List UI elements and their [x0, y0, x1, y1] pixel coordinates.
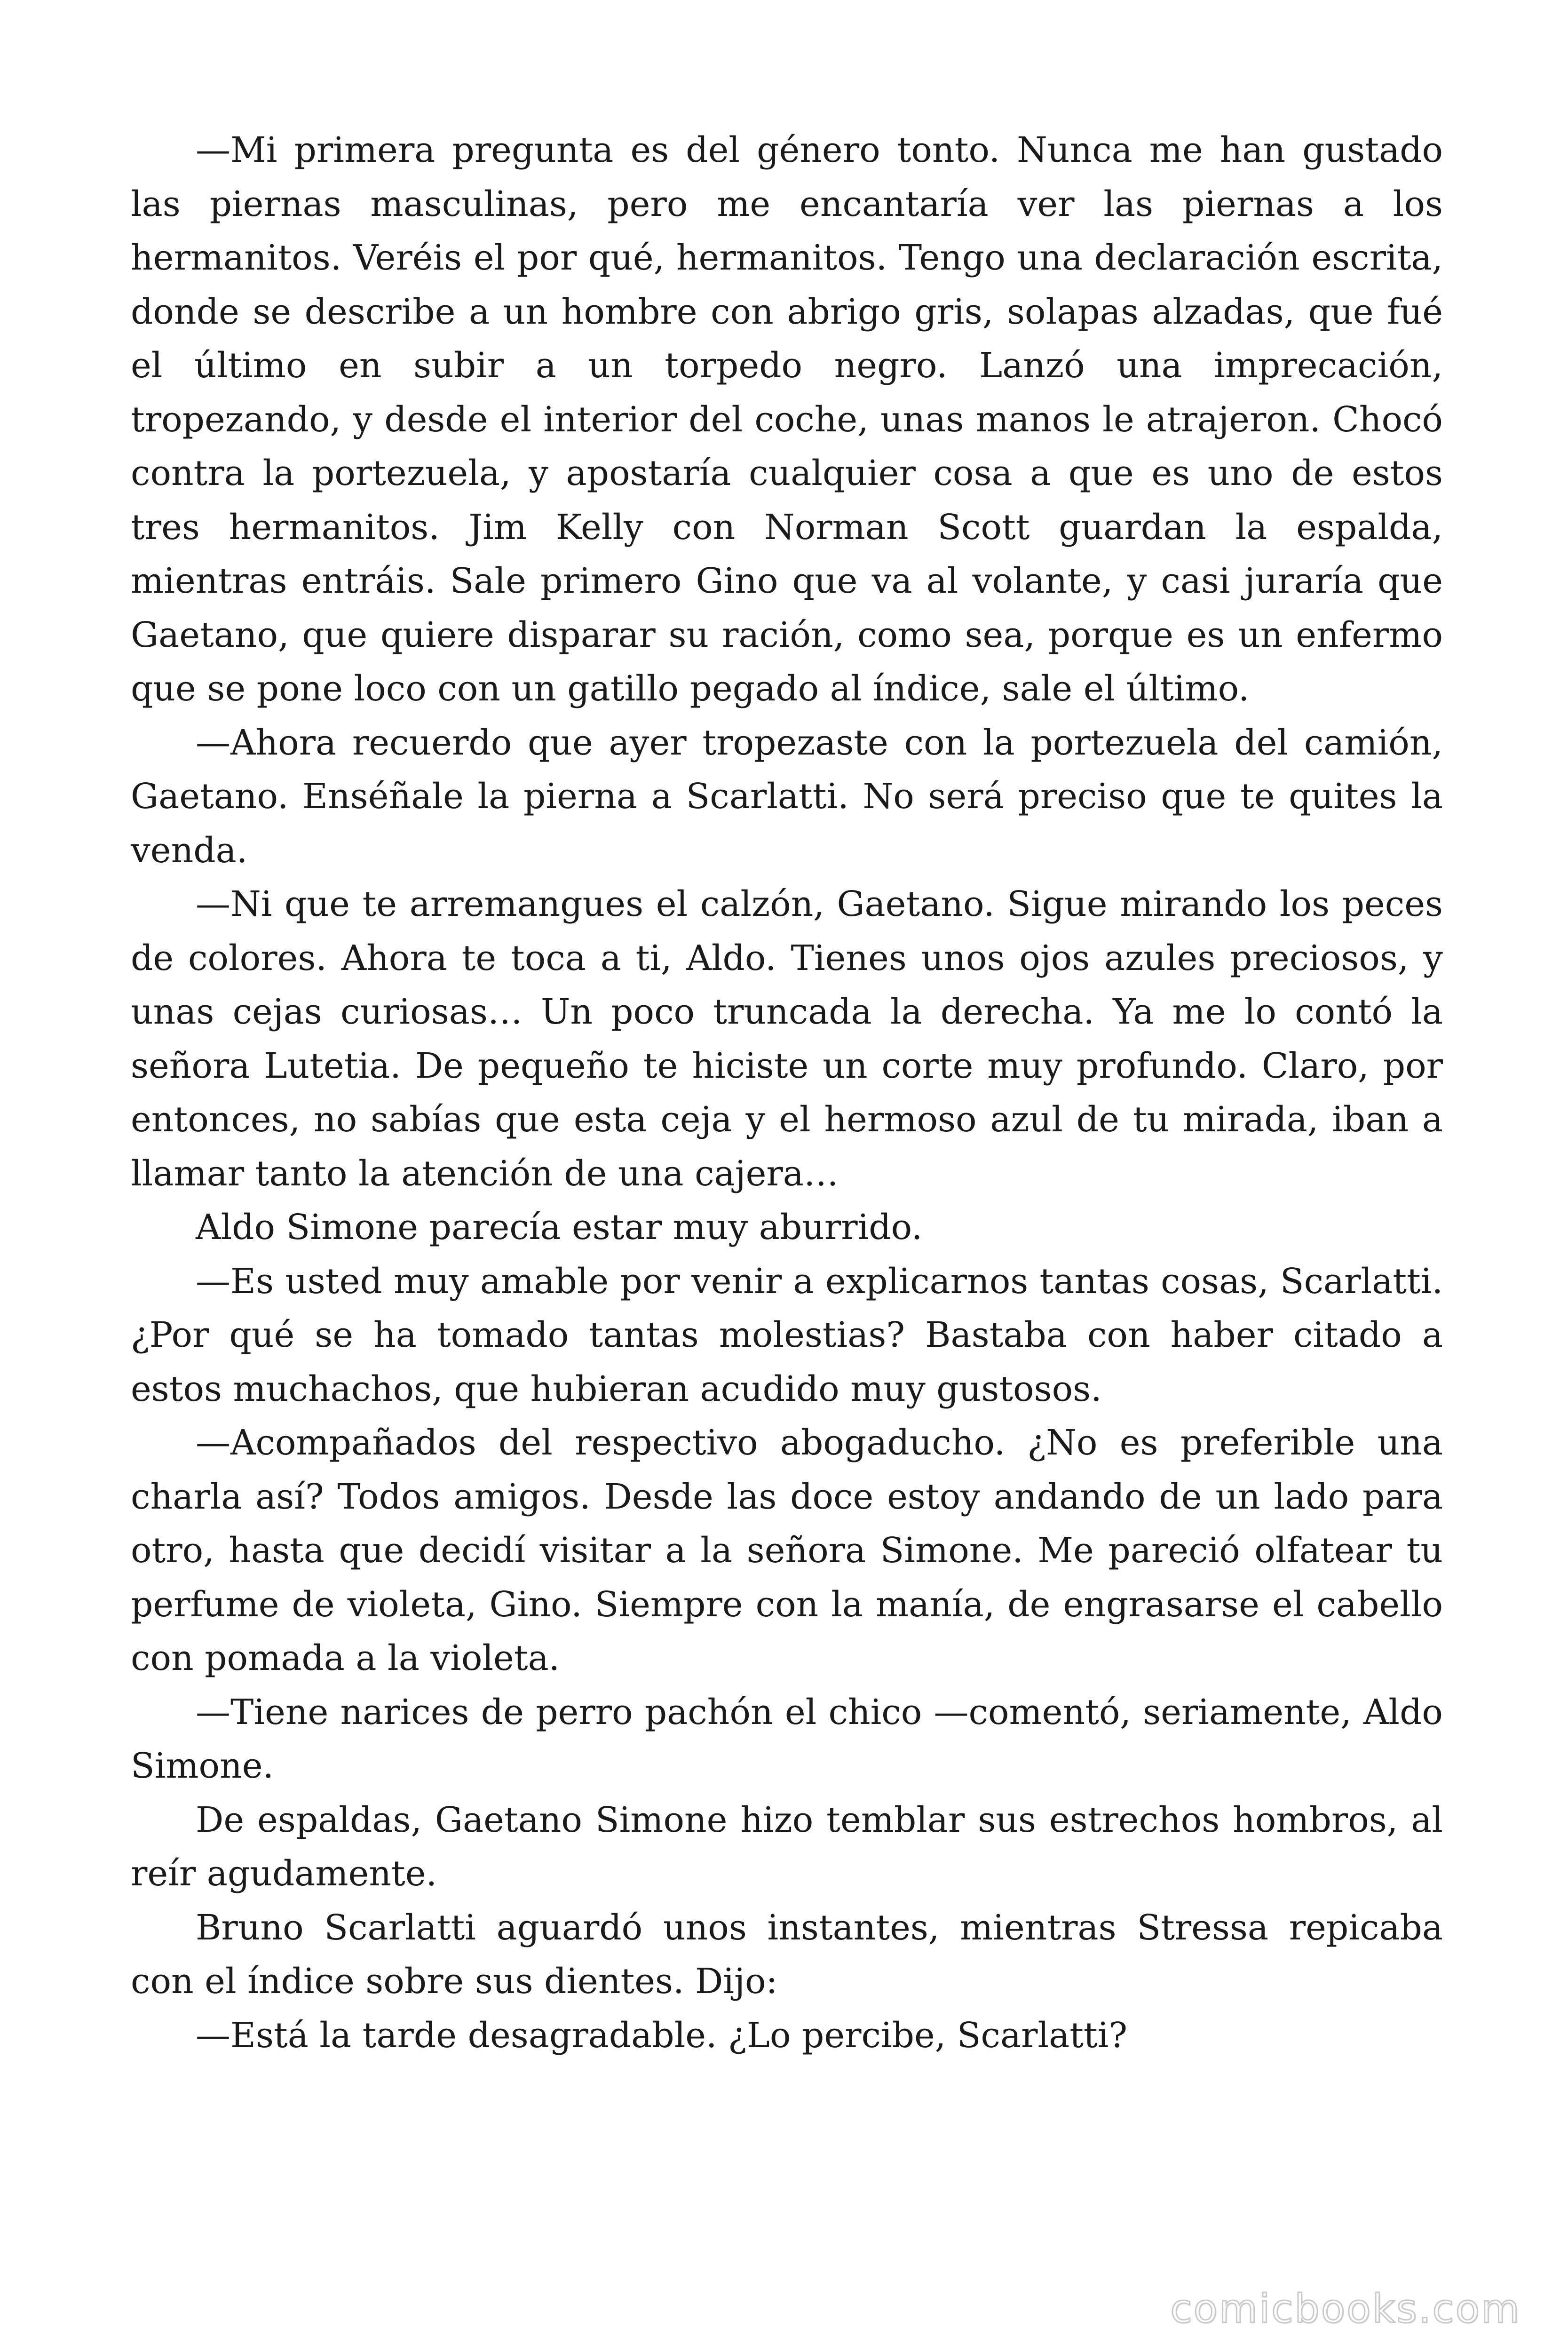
paragraph: —Mi primera pregunta es del género tonto. Nunca me han gustado las piernas masculinas, pero me encantaría ver las piernas a los hermanitos. Veréis el por qué, hermanitos. Tengo una declaración escrita, donde se describe a un hombre con abrigo gris, solapas alzadas, que fué el último en subir a un torpedo negro. Lanzó una imprecación, tropezando, y desde el interior del coche, unas manos le atrajeron. Chocó contra la portezuela, y apostaría cualquier cosa a que es uno de estos tres hermanitos. Jim Kelly con Norman Scott guardan la espalda, mientras entráis. Sale primero Gino que va al volante, y casi juraría que Gaetano, que quiere disparar su ración, como sea, porque es un enfermo que se pone loco con un gatillo pegado al índice, sale el último.: [131, 130, 1443, 709]
paragraph: Bruno Scarlatti aguardó unos instantes, mientras Stressa repicaba con el índice sobre sus dientes. Dijo:: [131, 1907, 1443, 2002]
paragraph: —Está la tarde desagradable. ¿Lo percibe, Scarlatti?: [196, 2015, 1128, 2056]
paragraph: —Ni que te arremangues el calzón, Gaetano. Sigue mirando los peces de colores. Ahora te toca a ti, Aldo. Tienes unos ojos azules preciosos, y unas cejas curiosas… Un poco truncada la derecha. Ya me lo contó la señora Lutetia. De pequeño te hiciste un corte muy profundo. Claro, por entonces, no sabías que esta ceja y el hermoso azul de tu mirada, iban a llamar tanto la atención de una cajera…: [131, 884, 1443, 1194]
paragraph: —Acompañados del respectivo abogaducho. ¿No es preferible una charla así? Todos amigos. Desde las doce estoy andando de un lado para otro, hasta que decidí visitar a la señora Simone. Me pareció olfatear tu perfume de violeta, Gino. Siempre con la manía, de engrasarse el cabello con pomada a la violeta.: [131, 1422, 1443, 1678]
paragraph: —Tiene narices de perro pachón el chico —comentó, seriamente, Aldo Simone.: [131, 1692, 1443, 1786]
site-watermark: comicbooks.com: [1170, 2286, 1521, 2332]
paragraph: —Ahora recuerdo que ayer tropezaste con la portezuela del camión, Gaetano. Enséñale la pierna a Scarlatti. No será preciso que te quites la venda.: [131, 722, 1443, 871]
paragraph: Aldo Simone parecía estar muy aburrido.: [196, 1207, 923, 1248]
paragraph: —Es usted muy amable por venir a explicarnos tantas cosas, Scarlatti. ¿Por qué se ha tomado tantas molestias? Bastaba con haber citado a estos muchachos, que hubieran acudido muy gustosos.: [131, 1261, 1443, 1409]
page-text: [131, 123, 1443, 2062]
paragraph: De espaldas, Gaetano Simone hizo temblar sus estrechos hombros, al reír agudamente.: [131, 1799, 1443, 1894]
